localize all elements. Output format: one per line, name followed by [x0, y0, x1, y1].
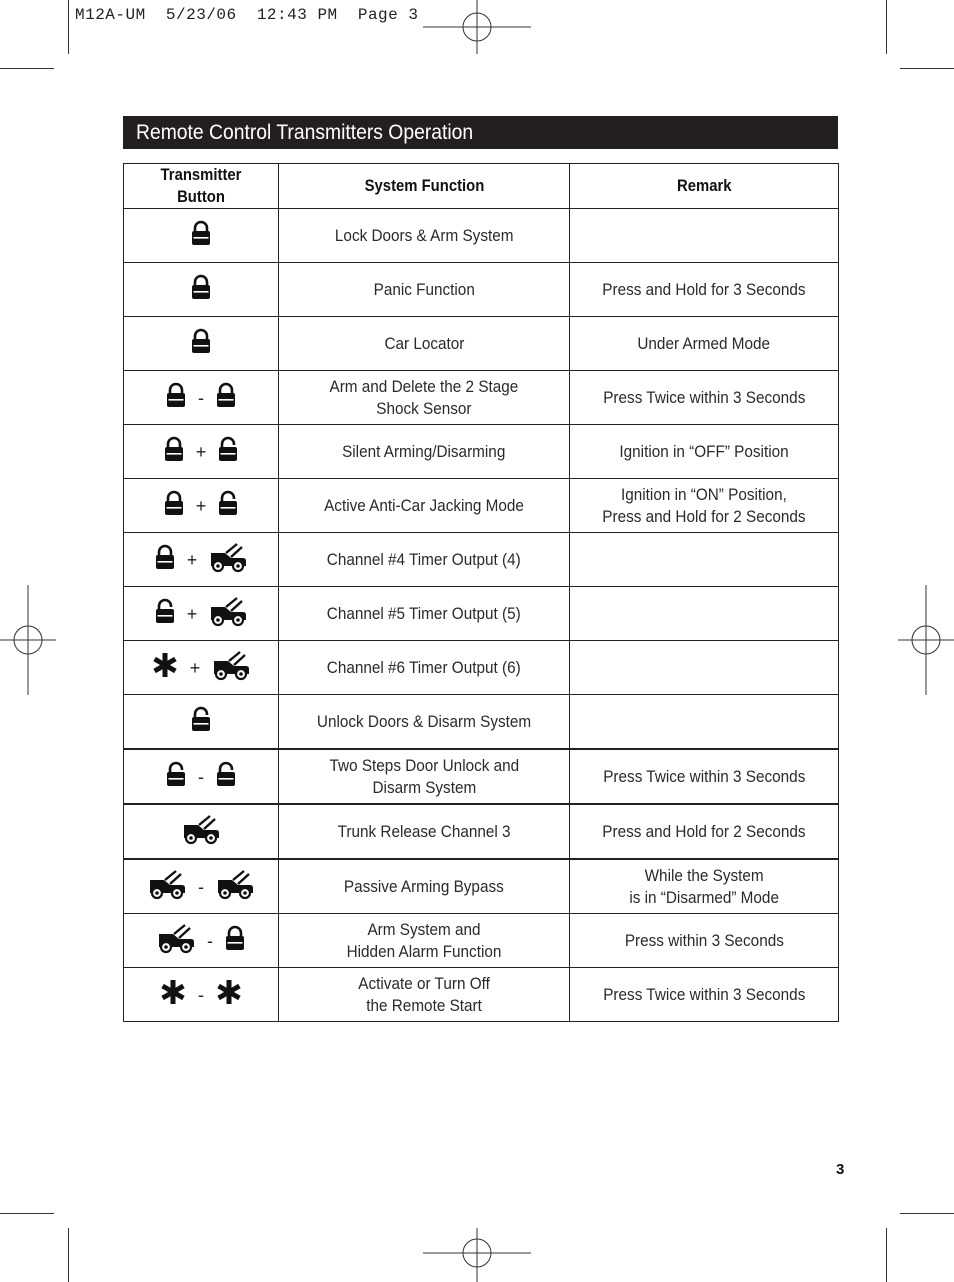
star-icon	[216, 979, 242, 1011]
remark-cell	[570, 425, 839, 479]
unlock-icon	[155, 598, 175, 630]
unlock-icon	[216, 761, 236, 793]
system-function-cell	[279, 587, 570, 641]
remark-cell	[570, 695, 839, 750]
trunk-icon	[157, 922, 195, 960]
transmitter-button-cell	[124, 641, 279, 695]
registration-mark-top	[420, 0, 532, 54]
table-row	[124, 263, 839, 317]
system-function-cell	[279, 859, 570, 914]
remark-cell	[570, 968, 839, 1022]
remark-cell	[570, 371, 839, 425]
system-function-text: Arm System and Hidden Alarm Function	[346, 919, 502, 961]
transmitter-button-cell	[124, 749, 279, 804]
system-function-text: Active Anti-Car Jacking Mode	[324, 495, 524, 515]
remark-cell	[570, 209, 839, 263]
lock-icon	[166, 382, 186, 414]
transmitter-button-cell	[124, 263, 279, 317]
remark-text: Press within 3 Seconds	[624, 930, 784, 950]
crop-mark	[0, 1213, 54, 1214]
lock-icon	[164, 436, 184, 468]
transmitter-button-cell	[124, 533, 279, 587]
remark-cell	[570, 479, 839, 533]
lock-icon	[225, 925, 245, 957]
transmitter-button-cell	[124, 587, 279, 641]
transmitter-button-cell	[124, 317, 279, 371]
crop-mark	[900, 68, 954, 69]
trunk-icon	[209, 541, 247, 579]
remark-cell	[570, 263, 839, 317]
system-function-text: Channel #5 Timer Output (5)	[327, 603, 521, 623]
system-function-cell	[279, 641, 570, 695]
crop-mark	[68, 0, 69, 54]
system-function-text: Trunk Release Channel 3	[337, 821, 511, 841]
transmitter-button-cell	[124, 371, 279, 425]
transmitter-button-cell	[124, 479, 279, 533]
system-function-cell	[279, 533, 570, 587]
system-function-text: Arm and Delete the 2 Stage Shock Sensor	[329, 376, 519, 418]
registration-mark-left	[0, 585, 56, 695]
remark-text: Ignition in “ON” Position, Press and Hold for 2 Seconds	[602, 484, 806, 526]
crop-mark	[68, 1228, 69, 1282]
transmitter-button-cell	[124, 695, 279, 750]
system-function-text: Channel #6 Timer Output (6)	[327, 657, 521, 677]
button-combo-operator: +	[186, 549, 198, 570]
system-function-text: Two Steps Door Unlock and Disarm System	[329, 755, 519, 797]
table-row	[124, 804, 839, 859]
lock-icon	[191, 274, 211, 306]
star-icon	[152, 652, 178, 684]
table-row	[124, 479, 839, 533]
table-row	[124, 209, 839, 263]
registration-mark-right	[898, 585, 954, 695]
crop-mark	[886, 1228, 887, 1282]
remark-text: Ignition in “OFF” Position	[619, 441, 789, 461]
remark-cell	[570, 587, 839, 641]
trunk-icon	[216, 868, 254, 906]
table-row	[124, 749, 839, 804]
system-function-cell	[279, 425, 570, 479]
button-combo-operator: -	[198, 876, 204, 897]
system-function-cell	[279, 209, 570, 263]
table-row	[124, 695, 839, 750]
remark-text: Press Twice within 3 Seconds	[602, 766, 806, 786]
table-row	[124, 859, 839, 914]
button-combo-operator: -	[198, 766, 204, 787]
crop-mark	[886, 0, 887, 54]
system-function-text: Lock Doors & Arm System	[334, 225, 514, 245]
button-combo-operator: +	[189, 657, 201, 678]
system-function-cell	[279, 263, 570, 317]
page-number: 3	[836, 1161, 845, 1178]
lock-icon	[164, 490, 184, 522]
button-combo-operator: +	[186, 603, 198, 624]
transmitter-button-cell	[124, 859, 279, 914]
system-function-text: Passive Arming Bypass	[344, 876, 504, 896]
table-row	[124, 641, 839, 695]
remark-text: Press Twice within 3 Seconds	[602, 387, 806, 407]
system-function-cell	[279, 695, 570, 750]
system-function-cell	[279, 749, 570, 804]
remark-text: Under Armed Mode	[637, 333, 771, 353]
remark-cell	[570, 804, 839, 859]
section-title-banner	[123, 116, 838, 149]
button-combo-operator: -	[198, 387, 204, 408]
unlock-icon	[218, 436, 238, 468]
crop-mark	[0, 68, 54, 69]
table-body	[124, 209, 839, 1022]
table-header-row	[124, 164, 839, 209]
system-function-cell	[279, 914, 570, 968]
table-row	[124, 587, 839, 641]
system-function-cell	[279, 371, 570, 425]
table-row	[124, 425, 839, 479]
transmitter-button-cell	[124, 968, 279, 1022]
remark-cell	[570, 859, 839, 914]
print-slug: M12A-UM 5/23/06 12:43 PM Page 3	[75, 6, 419, 24]
lock-icon	[155, 544, 175, 576]
transmitter-button-cell	[124, 914, 279, 968]
section-title: Remote Control Transmitters Operation	[136, 121, 474, 144]
remark-cell	[570, 533, 839, 587]
button-combo-operator: +	[195, 495, 207, 516]
system-function-text: Panic Function	[373, 279, 475, 299]
button-combo-operator: +	[195, 441, 207, 462]
table-row	[124, 371, 839, 425]
lock-icon	[216, 382, 236, 414]
table-row	[124, 968, 839, 1022]
button-combo-operator: -	[207, 930, 213, 951]
remark-text: Press Twice within 3 Seconds	[602, 984, 806, 1004]
table-row	[124, 317, 839, 371]
unlock-icon	[191, 706, 211, 738]
table-row	[124, 533, 839, 587]
remark-text: Press and Hold for 3 Seconds	[602, 279, 806, 299]
trunk-icon	[212, 649, 250, 687]
column-header-remark: Remark	[570, 164, 839, 209]
remark-text: While the System is in “Disarmed” Mode	[629, 865, 779, 907]
remark-cell	[570, 317, 839, 371]
trunk-icon	[182, 813, 220, 851]
system-function-cell	[279, 968, 570, 1022]
system-function-text: Silent Arming/Disarming	[342, 441, 506, 461]
unlock-icon	[218, 490, 238, 522]
remark-text: Press and Hold for 2 Seconds	[602, 821, 806, 841]
column-header-function: System Function	[279, 164, 570, 209]
lock-icon	[191, 220, 211, 252]
trunk-icon	[209, 595, 247, 633]
transmitter-button-cell	[124, 209, 279, 263]
transmitter-button-cell	[124, 425, 279, 479]
system-function-text: Activate or Turn Off the Remote Start	[358, 973, 490, 1015]
system-function-cell	[279, 479, 570, 533]
crop-mark	[900, 1213, 954, 1214]
registration-mark-bottom	[420, 1228, 532, 1282]
system-function-text: Car Locator	[384, 333, 464, 353]
system-function-text: Unlock Doors & Disarm System	[316, 711, 532, 731]
system-function-cell	[279, 804, 570, 859]
system-function-cell	[279, 317, 570, 371]
remark-cell	[570, 749, 839, 804]
remark-cell	[570, 914, 839, 968]
button-combo-operator: -	[198, 984, 204, 1005]
lock-icon	[191, 328, 211, 360]
column-header-button: Transmitter Button	[124, 164, 279, 209]
trunk-icon	[148, 868, 186, 906]
star-icon	[160, 979, 186, 1011]
system-function-text: Channel #4 Timer Output (4)	[327, 549, 521, 569]
unlock-icon	[166, 761, 186, 793]
transmitter-operations-table	[123, 163, 839, 1022]
transmitter-button-cell	[124, 804, 279, 859]
remark-cell	[570, 641, 839, 695]
table-row	[124, 914, 839, 968]
